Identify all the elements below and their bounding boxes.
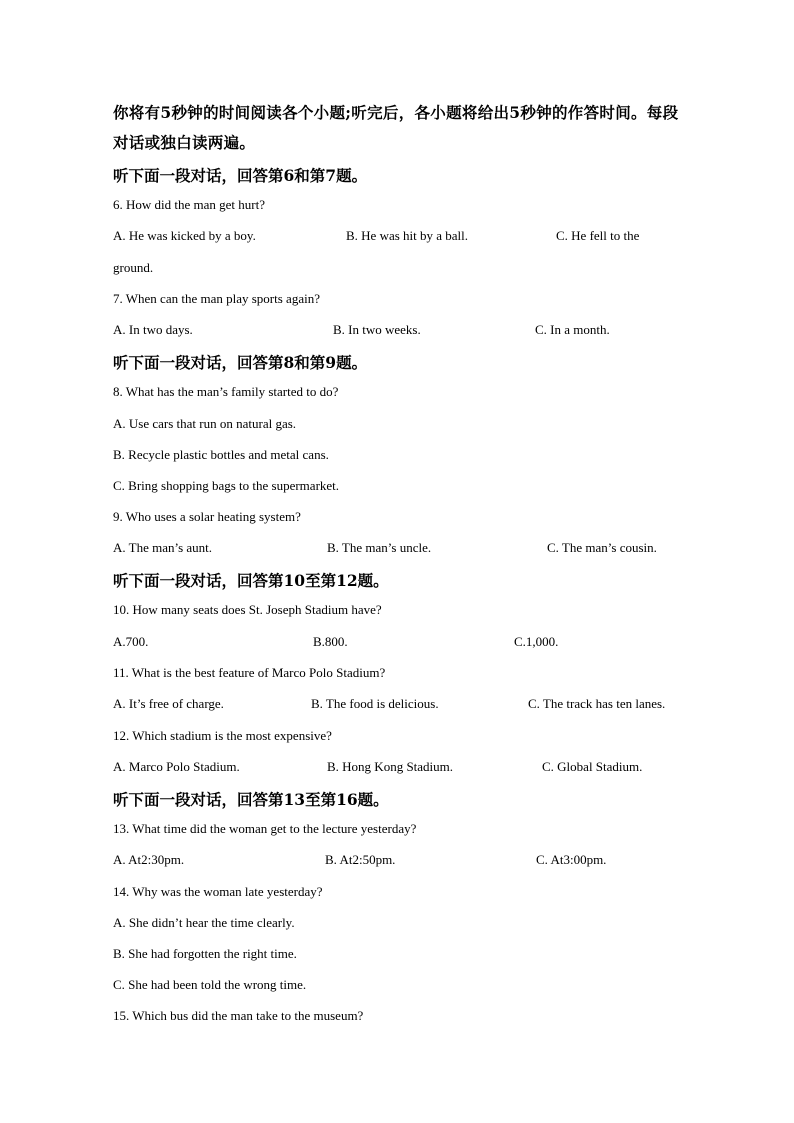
question-10-stem: 10. How many seats does St. Joseph Stadium have?	[113, 602, 382, 617]
question-13-stem: 13. What time did the woman get to the lecture yesterday?	[113, 821, 417, 836]
question-6-option-b: B. He was hit by a ball.	[346, 228, 469, 243]
question-11-option-a: A. It’s free of charge.	[113, 696, 224, 711]
question-14-option-c: C. She had been told the wrong time.	[113, 977, 307, 992]
question-9-option-b: B. The man’s uncle.	[327, 540, 432, 555]
question-8-stem: 8. What has the man’s family started to do?	[113, 384, 339, 399]
question-14-option-a: A. She didn’t hear the time clearly.	[113, 915, 295, 930]
question-8-option-c: C. Bring shopping bags to the supermarket.	[113, 478, 340, 493]
question-11-option-c: C. The track has ten lanes.	[528, 696, 666, 711]
question-7-option-b: B. In two weeks.	[333, 322, 421, 337]
question-12-stem: 12. Which stadium is the most expensive?	[113, 728, 332, 743]
question-9-option-a: A. The man’s aunt.	[113, 540, 213, 555]
question-8-option-b: B. Recycle plastic bottles and metal cans.	[113, 447, 329, 462]
question-11-option-b: B. The food is delicious.	[311, 696, 439, 711]
question-6-option-a: A. He was kicked by a boy.	[113, 228, 256, 243]
question-9-stem: 9. Who uses a solar heating system?	[113, 509, 301, 524]
question-9-option-c: C. The man’s cousin.	[547, 540, 657, 555]
question-14-stem: 14. Why was the woman late yesterday?	[113, 884, 323, 899]
question-6-option-c: C. He fell to the	[556, 228, 640, 243]
question-13-option-c: C. At3:00pm.	[536, 852, 607, 867]
question-11-stem: 11. What is the best feature of Marco Polo Stadium?	[113, 665, 386, 680]
question-6-option-c-continued: ground.	[113, 260, 154, 275]
question-6-stem: 6. How did the man get hurt?	[113, 197, 265, 212]
section-header-13-16: 听下面一段对话，回答第13至第16题。	[113, 790, 389, 809]
question-10-option-b: B.800.	[313, 634, 348, 649]
question-13-option-b: B. At2:50pm.	[325, 852, 396, 867]
question-7-option-a: A. In two days.	[113, 322, 193, 337]
question-7-stem: 7. When can the man play sports again?	[113, 291, 320, 306]
question-8-option-a: A. Use cars that run on natural gas.	[113, 416, 297, 431]
section-header-8-9: 听下面一段对话，回答第8和第9题。	[113, 353, 368, 372]
question-15-stem: 15. Which bus did the man take to the museum?	[113, 1008, 364, 1023]
question-12-option-a: A. Marco Polo Stadium.	[113, 759, 240, 774]
section-header-10-12: 听下面一段对话，回答第10至第12题。	[113, 571, 389, 590]
question-7-option-c: C. In a month.	[535, 322, 610, 337]
section-header-6-7: 听下面一段对话，回答第6和第7题。	[113, 166, 368, 185]
question-10-option-c: C.1,000.	[514, 634, 559, 649]
question-14-option-b: B. She had forgotten the right time.	[113, 946, 297, 961]
question-12-option-b: B. Hong Kong Stadium.	[327, 759, 454, 774]
question-12-option-c: C. Global Stadium.	[542, 759, 643, 774]
question-13-option-a: A. At2:30pm.	[113, 852, 185, 867]
instructions-paragraph: 你将有5秒钟的时间阅读各个小题;听完后，各小题将给出5秒钟的作答时间。每段对话或独白读两遍。	[113, 103, 679, 152]
question-10-option-a: A.700.	[113, 634, 149, 649]
